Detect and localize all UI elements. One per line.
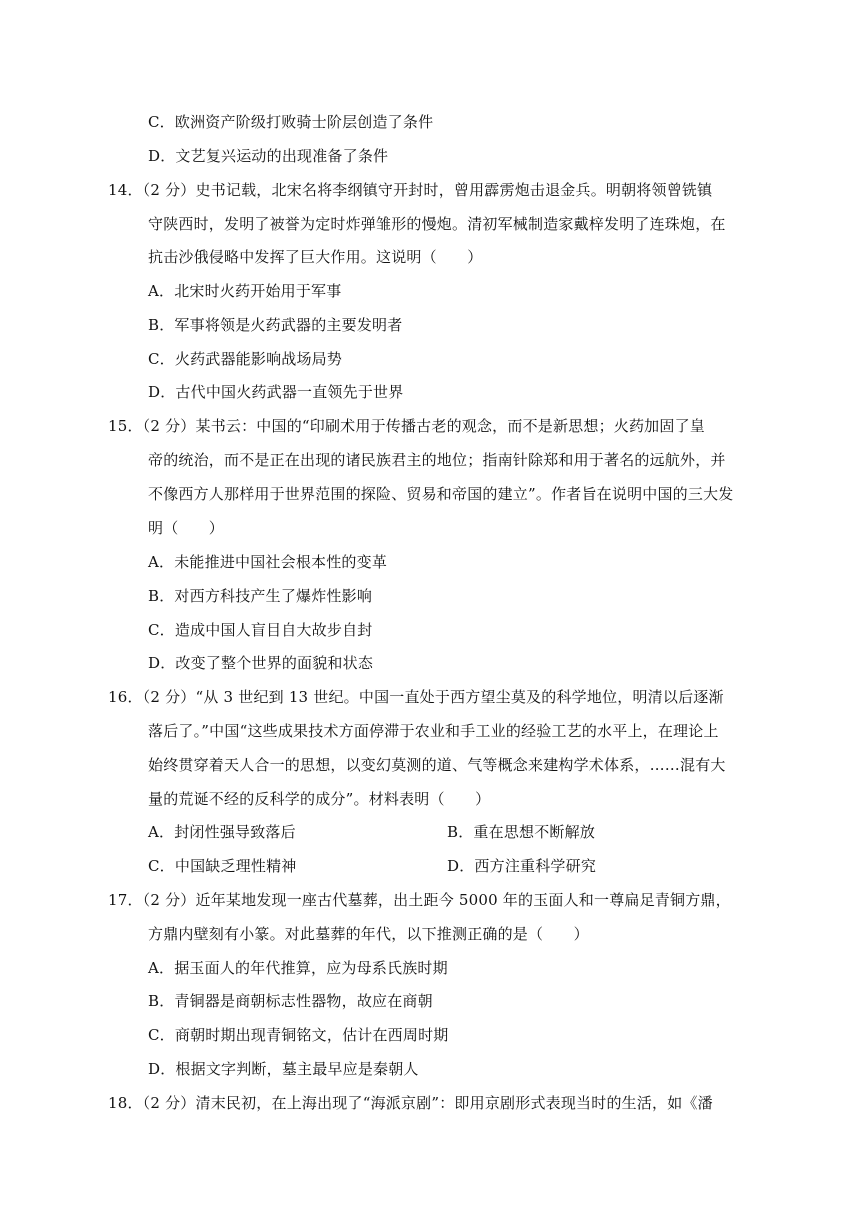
q15-option-d: D．改变了整个世界的面貌和状态 xyxy=(148,654,374,672)
q17-stem-line-1: 17．（2 分）近年某地发现一座古代墓葬，出土距今 5000 年的玉面人和一尊扁足青铜方鼎， xyxy=(108,891,731,909)
q14-stem-line-1: 14．（2 分）史书记载，北宋名将李纲镇守开封时，曾用霹雳炮击退金兵。明朝将领曾铣镇 xyxy=(108,181,713,199)
q17-option-b: B．青铜器是商朝标志性器物，故应在商朝 xyxy=(148,992,433,1010)
q17-option-d: D．根据文字判断，墓主最早应是秦朝人 xyxy=(148,1060,419,1078)
q16-option-b: B．重在思想不断解放 xyxy=(447,823,596,841)
q16-stem-line-2: 落后了。”中国“这些成果技术方面停滞于农业和手工业的经验工艺的水平上，在理论上 xyxy=(148,722,719,740)
q15-option-a: A．未能推进中国社会根本性的变革 xyxy=(148,553,388,571)
q15-option-c: C．造成中国人盲目自大故步自封 xyxy=(148,621,373,639)
q13-option-d: D．文艺复兴运动的出现准备了条件 xyxy=(148,147,389,165)
q15-stem-line-4: 明（ ） xyxy=(148,519,225,537)
q16-stem-line-1: 16．（2 分）“从 3 世纪到 13 世纪。中国一直处于西方望尘莫及的科学地位，明清以后逐渐 xyxy=(108,688,724,706)
q16-stem-line-4: 量的荒诞不经的反科学的成分”。材料表明（ ） xyxy=(148,790,491,808)
q16-option-d: D．西方注重科学研究 xyxy=(447,857,597,875)
q17-option-a: A．据玉面人的年代推算，应为母系氏族时期 xyxy=(148,959,448,977)
q17-stem-line-2: 方鼎内壁刻有小篆。对此墓葬的年代，以下推测正确的是（ ） xyxy=(148,925,589,943)
q15-stem-line-2: 帝的统治，而不是正在出现的诸民族君主的地位；指南针除郑和用于著名的远航外，并 xyxy=(148,451,726,469)
q14-stem-line-2: 守陕西时，发明了被誉为定时炸弹雏形的慢炮。清初军械制造家戴梓发明了连珠炮，在 xyxy=(148,215,726,233)
q16-stem-line-3: 始终贯穿着天人合一的思想，以变幻莫测的道、气等概念来建构学术体系，……混有大 xyxy=(148,756,726,774)
q14-option-c: C．火药武器能影响战场局势 xyxy=(148,350,343,368)
q14-option-a: A．北宋时火药开始用于军事 xyxy=(148,282,342,300)
q15-option-b: B．对西方科技产生了爆炸性影响 xyxy=(148,587,373,605)
q14-stem-line-3: 抗击沙俄侵略中发挥了巨大作用。这说明（ ） xyxy=(148,248,483,266)
q15-stem-line-1: 15．（2 分）某书云：中国的“印刷术用于传播古老的观念，而不是新思想；火药加固了皇 xyxy=(108,417,705,435)
q18-stem-line-1: 18．（2 分）清末民初，在上海出现了“海派京剧”：即用京剧形式表现当时的生活，如《潘 xyxy=(108,1094,713,1112)
q17-option-c: C．商朝时期出现青铜铭文，估计在西周时期 xyxy=(148,1026,449,1044)
q14-option-d: D．古代中国火药武器一直领先于世界 xyxy=(148,383,404,401)
q13-option-c: C．欧洲资产阶级打败骑士阶层创造了条件 xyxy=(148,113,434,131)
q14-option-b: B．军事将领是火药武器的主要发明者 xyxy=(148,316,403,334)
q16-option-c: C．中国缺乏理性精神 xyxy=(148,857,297,875)
q15-stem-line-3: 不像西方人那样用于世界范围的探险、贸易和帝国的建立”。作者旨在说明中国的三大发 xyxy=(148,485,734,503)
q16-option-a: A．封闭性强导致落后 xyxy=(148,823,296,841)
